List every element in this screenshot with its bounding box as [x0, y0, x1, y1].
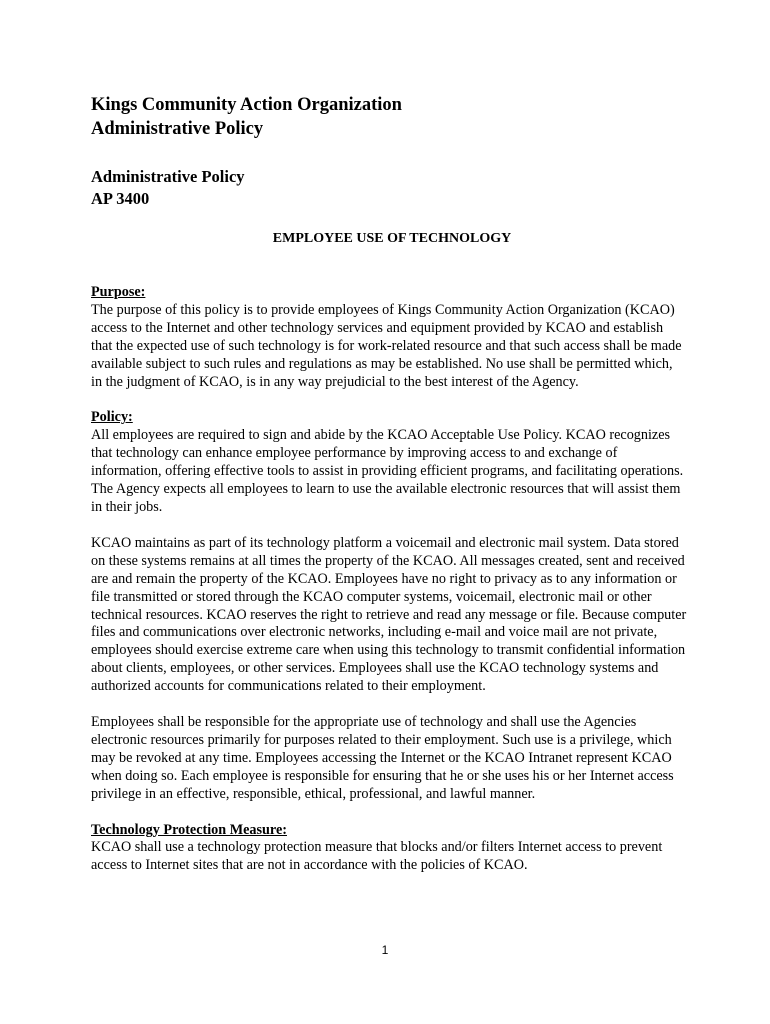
- spacer: [91, 391, 687, 409]
- purpose-heading: Purpose:: [91, 284, 146, 300]
- spacer: [91, 804, 687, 822]
- organization-name: Kings Community Action Organization: [91, 95, 402, 115]
- document-title: EMPLOYEE USE OF TECHNOLOGY: [272, 231, 512, 246]
- spacer: [91, 517, 687, 535]
- page-number: 1: [381, 943, 389, 957]
- policy-paragraph-1: All employees are required to sign and abide by the KCAO Acceptable Use Policy. KCAO recognizes that technology can enhance employee performance by improving access to and exchange of information, offering effective tools to assist in providing efficient programs, and facilitating operations. The Agency expects all employees to learn to use the available electronic resources that will assist them in their jobs.: [91, 427, 684, 515]
- spacer: [91, 696, 687, 714]
- technology-protection-paragraph: KCAO shall use a technology protection measure that blocks and/or filters Internet access to prevent access to Internet sites that are not in accordance with the policies of KCAO.: [91, 839, 663, 874]
- purpose-section: [91, 284, 687, 391]
- policy-number: AP 3400: [91, 189, 150, 208]
- policy-paragraph-3: Employees shall be responsible for the appropriate use of technology and shall use the Agencies electronic resources primarily for purposes related to their employment. Such use is a privilege, which may be revoked at any time. Employees accessing the Internet or the KCAO Intranet represent KCAO when doing so. Each employee is responsible for ensuring that he or she uses his or her Internet access privilege in an effective, responsible, ethical, professional, and lawful manner.: [91, 714, 674, 802]
- policy-section: [91, 409, 687, 803]
- purpose-paragraph: The purpose of this policy is to provide employees of Kings Community Action Organization (KCAO) access to the Internet and other technology services and equipment provided by KCAO and establish that the expected use of such technology is for work-related resource and that such access shall be made available subject to such rules and regulations as may be established. No use shall be permitted which, in the judgment of KCAO, is in any way prejudicial to the best interest of the Agency.: [91, 301, 682, 390]
- policy-identifier-block: [91, 166, 687, 210]
- policy-type: Administrative Policy: [91, 167, 245, 186]
- technology-protection-section: [91, 822, 687, 876]
- document-category: Administrative Policy: [91, 119, 264, 139]
- spacer: [91, 248, 687, 284]
- policy-paragraph-2: KCAO maintains as part of its technology platform a voicemail and electronic mail system. Data stored on these systems remains at all times the property of the KCAO. All messages created, sent and received are and remain the property of the KCAO. Employees have no right to privacy as to any information or file transmitted or stored through the KCAO computer systems, voicemail, electronic mail or other technical resources. KCAO reserves the right to retrieve and read any message or file. Because computer files and communications over electronic networks, including e-mail and voice mail are not private, employees should exercise extreme care when using this technology to transmit confidential information about clients, employees, or other services. Employees shall use the KCAO technology systems and authorized accounts for communications related to their employment.: [91, 534, 687, 695]
- technology-protection-heading: Technology Protection Measure:: [91, 821, 287, 838]
- document-page: [91, 93, 687, 875]
- policy-heading: Policy:: [91, 409, 133, 426]
